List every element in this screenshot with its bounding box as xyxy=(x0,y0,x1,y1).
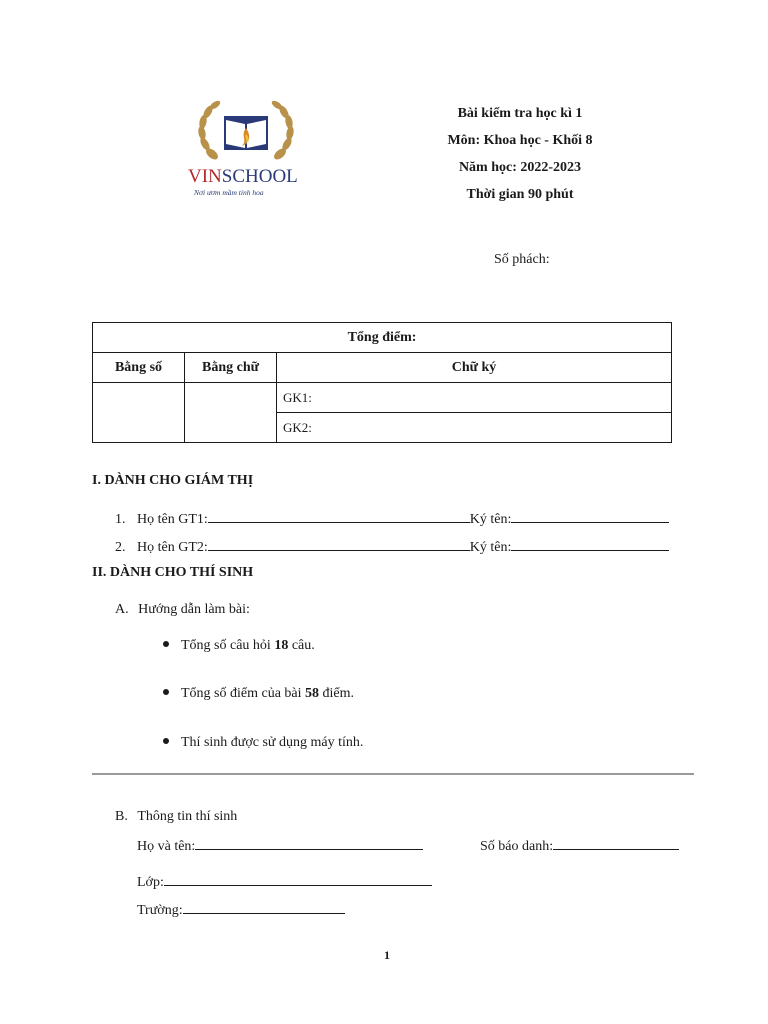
score-col-words: Bằng chữ xyxy=(185,353,277,383)
instruction-bullet xyxy=(163,638,315,654)
candidate-name-row xyxy=(137,837,423,855)
proctor-row-1-number: 1. xyxy=(115,512,126,527)
candidate-id-field[interactable] xyxy=(553,837,679,850)
bullet-text-post: câu. xyxy=(288,638,315,653)
instruction-bullet xyxy=(163,686,354,702)
part-a-letter: A. xyxy=(115,602,129,617)
proctor-2-name-label: Họ tên GT2: xyxy=(137,540,208,555)
proctor-1-name-label: Họ tên GT1: xyxy=(137,512,208,527)
bullet-dot-icon xyxy=(163,641,169,647)
logo-wordmark-suffix: SCHOOL xyxy=(221,166,298,187)
score-table xyxy=(92,322,672,443)
candidate-id-row xyxy=(480,837,679,855)
section-proctor-heading: I. DÀNH CHO GIÁM THỊ xyxy=(92,473,254,488)
exam-subject: Môn: Khoa học - Khối 8 xyxy=(447,133,593,148)
logo-wordmark-prefix: VIN xyxy=(188,166,222,187)
logo-wordmark xyxy=(188,166,308,188)
score-col-signature: Chữ ký xyxy=(277,353,672,383)
candidate-school-row xyxy=(137,901,345,919)
candidate-class-field[interactable] xyxy=(164,873,432,886)
school-logo xyxy=(190,100,302,198)
logo-tagline: Nơi ươm mầm tinh hoa xyxy=(194,188,264,197)
bullet-dot-icon xyxy=(163,738,169,744)
laurel-book-emblem-icon xyxy=(190,100,302,170)
proctor-1-sign-field[interactable] xyxy=(511,510,669,523)
candidate-class-label: Lớp: xyxy=(137,875,164,890)
exam-title: Bài kiểm tra học kì 1 xyxy=(457,106,583,121)
proctor-row-2 xyxy=(115,538,669,556)
part-b-row xyxy=(115,809,237,825)
gk1-signature-cell[interactable]: GK1: xyxy=(277,383,672,413)
gk2-signature-cell[interactable]: GK2: xyxy=(277,413,672,443)
bullet-text-bold: 18 xyxy=(274,638,289,653)
score-number-cell[interactable] xyxy=(93,383,185,443)
instruction-bullet xyxy=(163,735,363,751)
section-candidate-heading: II. DÀNH CHO THÍ SINH xyxy=(92,565,254,580)
candidate-school-field[interactable] xyxy=(183,901,345,914)
proctor-1-sign-label: Ký tên: xyxy=(469,512,512,527)
proctor-2-name-field[interactable] xyxy=(208,538,470,551)
candidate-name-field[interactable] xyxy=(195,837,423,850)
bullet-dot-icon xyxy=(163,689,169,695)
candidate-id-label: Số báo danh: xyxy=(480,839,554,854)
candidate-name-label: Họ và tên: xyxy=(137,839,196,854)
score-words-cell[interactable] xyxy=(185,383,277,443)
section-divider xyxy=(92,773,694,775)
part-b-label: Thông tin thí sinh xyxy=(137,809,238,824)
exam-year: Năm học: 2022-2023 xyxy=(458,160,582,175)
proctor-2-sign-field[interactable] xyxy=(511,538,669,551)
candidate-class-row xyxy=(137,873,432,891)
part-a-label: Hướng dẫn làm bài: xyxy=(138,602,250,617)
part-b-letter: B. xyxy=(115,809,128,824)
score-table-title: Tổng điểm: xyxy=(93,323,672,353)
part-a-row xyxy=(115,602,250,618)
proctor-row-1 xyxy=(115,510,669,528)
bullet-text-pre: Tổng số câu hỏi xyxy=(181,638,275,653)
proctor-2-sign-label: Ký tên: xyxy=(469,540,512,555)
proctor-1-name-field[interactable] xyxy=(208,510,470,523)
bullet-text-post: điểm. xyxy=(319,686,355,701)
page-number: 1 xyxy=(384,948,390,962)
bullet-text-pre: Tổng số điểm của bài xyxy=(181,686,306,701)
score-col-number: Bằng số xyxy=(93,353,185,383)
bullet-text-bold: 58 xyxy=(305,686,320,701)
candidate-school-label: Trường: xyxy=(137,903,183,918)
proctor-row-2-number: 2. xyxy=(115,540,126,555)
so-phach-label: Số phách: xyxy=(494,252,550,267)
bullet-text-pre: Thí sinh được sử dụng máy tính. xyxy=(181,735,364,750)
exam-duration: Thời gian 90 phút xyxy=(466,187,574,202)
